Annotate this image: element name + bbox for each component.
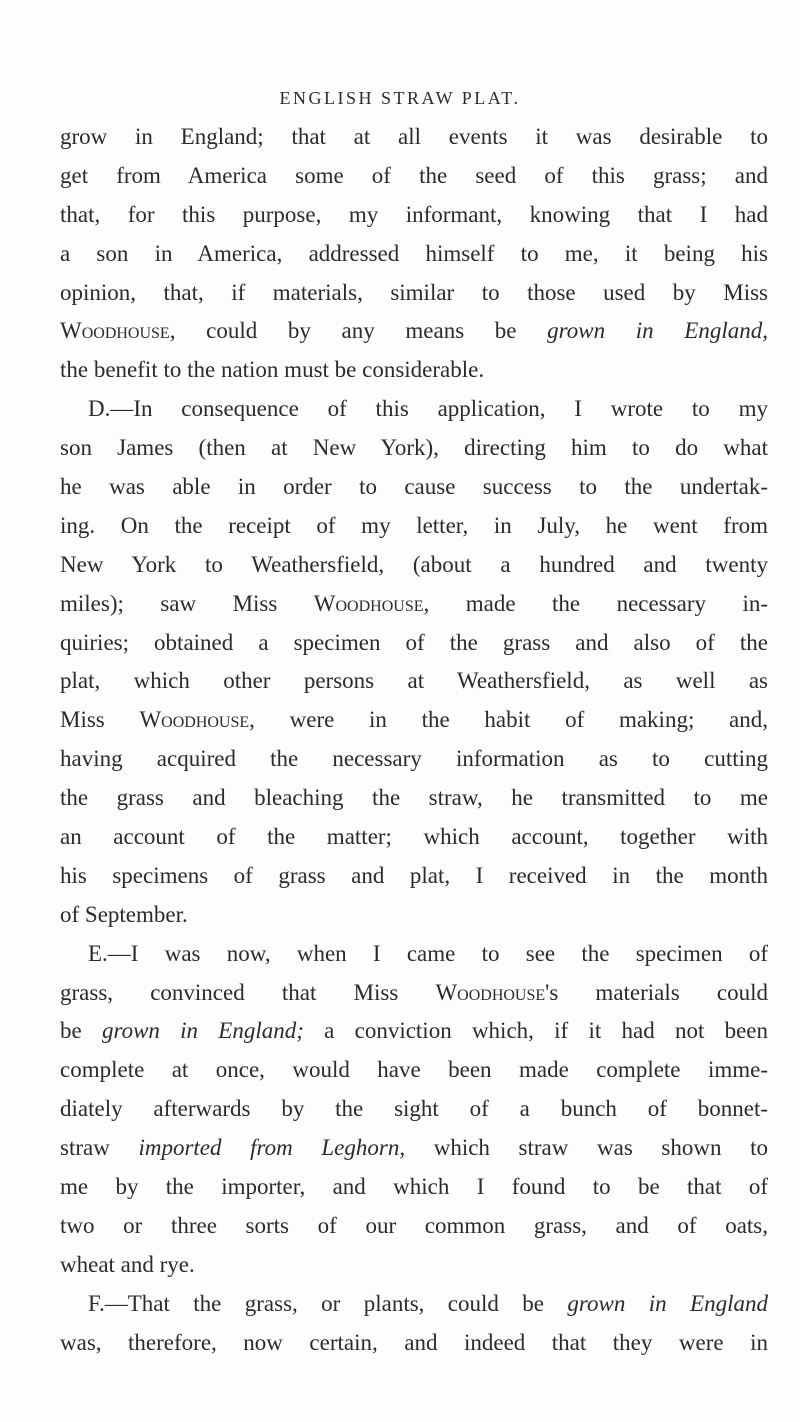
running-head: ENGLISH STRAW PLAT. <box>279 88 521 108</box>
text-line <box>60 896 768 935</box>
text-line <box>60 1129 768 1168</box>
body-text <box>60 118 768 1363</box>
text-line <box>60 935 768 974</box>
text-line <box>60 585 768 624</box>
text-segment: opinion, that, if materials, similar to those used by Miss <box>60 279 768 305</box>
text-line <box>60 662 768 701</box>
text-segment: New York to Weathersfield, (about a hundred and twenty <box>60 551 768 577</box>
text-segment: , could by any means be <box>169 318 548 344</box>
text-segment: ing. On the receipt of my letter, in July, he went from <box>60 512 768 538</box>
text-line <box>60 157 768 196</box>
text-segment: grass, convinced that Miss <box>60 979 436 1005</box>
text-segment: was, therefore, now certain, and indeed that they were in <box>60 1329 768 1355</box>
text-segment: F.—That the grass, or plants, could be <box>88 1290 568 1316</box>
small-caps-name: Woodhouse <box>139 707 250 733</box>
text-line <box>60 196 768 235</box>
text-line <box>60 546 768 585</box>
text-line <box>60 1207 768 1246</box>
text-segment: son James (then at New York), directing him to do what <box>60 435 768 461</box>
text-line <box>60 507 768 546</box>
text-segment: diately afterwards by the sight of a bunch of bonnet- <box>60 1096 768 1122</box>
text-line <box>60 1246 768 1285</box>
text-segment: the grass and bleaching the straw, he transmitted to me <box>60 785 768 811</box>
text-segment: D.—In consequence of this application, I wrote to my <box>88 396 768 422</box>
text-segment: me by the importer, and which I found to be that of <box>60 1174 768 1200</box>
small-caps-name: Woodhouse <box>435 979 546 1005</box>
text-segment: Miss <box>60 707 140 733</box>
italic-phrase: grown in England; <box>101 1018 304 1044</box>
text-line <box>60 1324 768 1363</box>
text-line <box>60 468 768 507</box>
text-segment: a son in America, addressed himself to me, it being his <box>60 240 768 266</box>
text-line <box>60 818 768 857</box>
text-segment: the benefit to the nation must be considerable. <box>60 357 485 383</box>
text-segment: quiries; obtained a specimen of the grass and also of the <box>60 629 768 655</box>
italic-phrase: imported from Leghorn, <box>138 1135 406 1161</box>
small-caps-name: Woodhouse <box>60 318 170 344</box>
text-line <box>60 1168 768 1207</box>
text-segment: his specimens of grass and plat, I received in the month <box>60 862 768 888</box>
text-line <box>60 118 768 157</box>
text-segment: of September. <box>60 901 188 927</box>
text-line <box>60 274 768 313</box>
text-line <box>60 779 768 818</box>
text-segment: a conviction which, if it had not been <box>303 1018 768 1044</box>
small-caps-name: Woodhouse <box>313 590 424 616</box>
text-line <box>60 390 768 429</box>
text-segment: he was able in order to cause success to the undertak- <box>60 474 768 500</box>
text-line <box>60 429 768 468</box>
text-segment: two or three sorts of our common grass, and of oats, <box>60 1212 768 1238</box>
text-segment: having acquired the necessary information as to cutting <box>60 746 768 772</box>
text-segment: an account of the matter; which account, together with <box>60 824 768 850</box>
text-segment: grow in England; that at all events it was desirable to <box>60 124 768 149</box>
text-line <box>60 974 768 1013</box>
italic-phrase: grown in England, <box>547 318 768 344</box>
text-line <box>60 740 768 779</box>
text-line <box>60 701 768 740</box>
text-segment: that, for this purpose, my informant, knowing that I had <box>60 201 768 227</box>
text-segment: which straw was shown to <box>405 1135 768 1161</box>
text-segment: miles); saw Miss <box>60 590 314 616</box>
text-segment: , made the necessary in- <box>423 590 768 616</box>
text-segment: straw <box>60 1135 139 1161</box>
text-line <box>60 1285 768 1324</box>
text-line <box>60 235 768 274</box>
text-line <box>60 351 768 390</box>
text-line <box>60 312 768 351</box>
text-segment: wheat and rye. <box>60 1251 195 1277</box>
text-line <box>60 624 768 663</box>
text-segment: complete at once, would have been made complete imme- <box>60 1057 768 1083</box>
text-segment: be <box>60 1018 102 1044</box>
text-line <box>60 1051 768 1090</box>
italic-phrase: grown in England <box>567 1290 768 1316</box>
text-segment: E.—I was now, when I came to see the specimen of <box>88 940 768 966</box>
text-line <box>60 857 768 896</box>
text-segment: plat, which other persons at Weathersfield, as well as <box>60 668 768 694</box>
text-line <box>60 1012 768 1051</box>
text-segment: get from America some of the seed of this grass; and <box>60 162 768 188</box>
text-segment: , were in the habit of making; and, <box>249 707 768 733</box>
text-segment: 's materials could <box>545 979 768 1005</box>
text-line <box>60 1090 768 1129</box>
